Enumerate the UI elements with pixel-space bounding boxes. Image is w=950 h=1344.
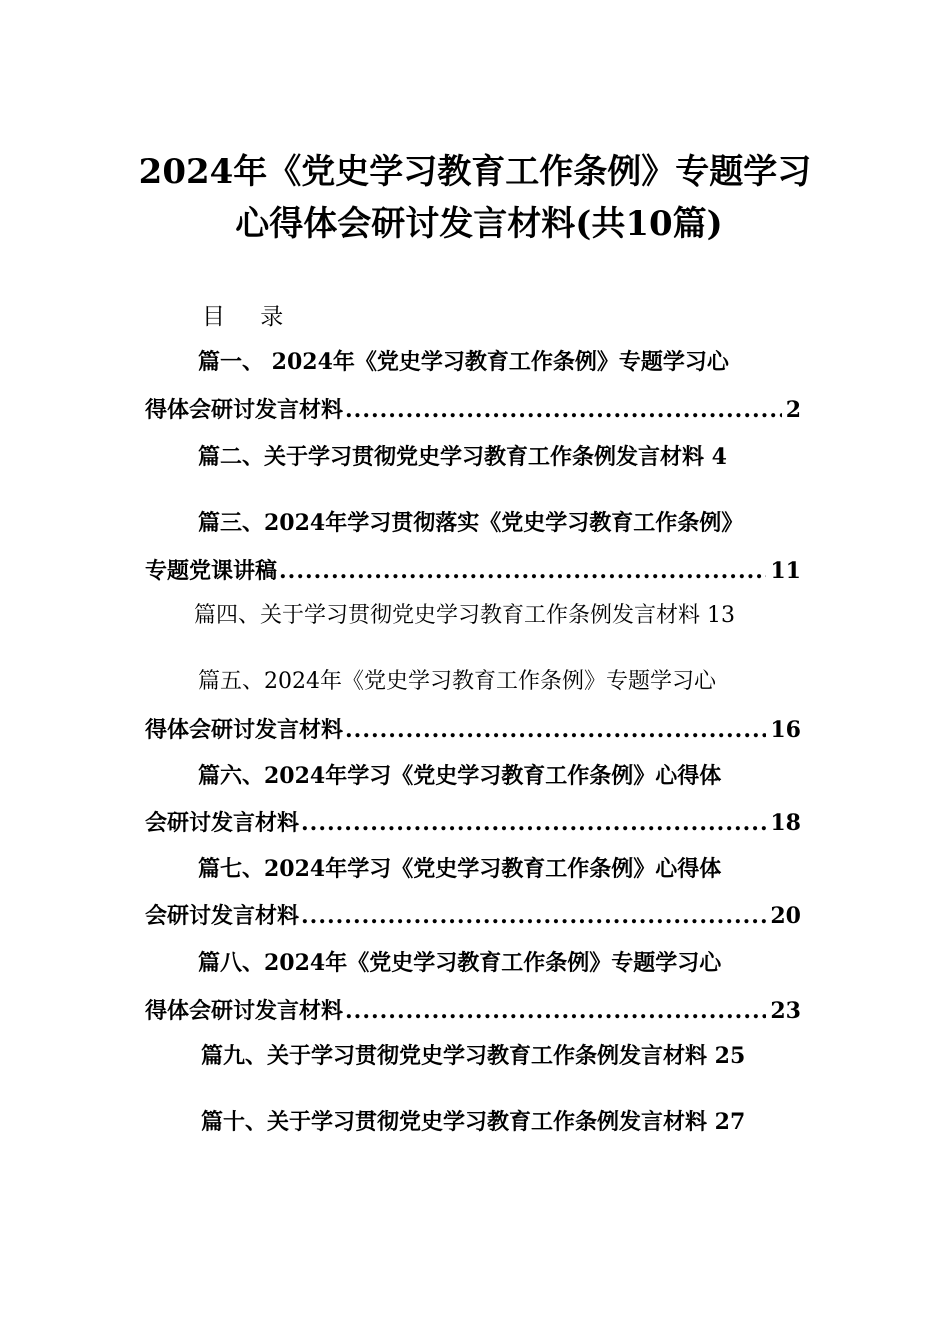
toc-entry-6-line-2	[145, 806, 801, 840]
toc-entry-2: 篇二、关于学习贯彻党史学习教育工作条例发言材料 4	[198, 444, 727, 470]
toc-entry-9: 篇九、关于学习贯彻党史学习教育工作条例发言材料 25	[201, 1043, 746, 1069]
toc-heading: 目 录	[202, 304, 298, 330]
toc-entry-1-text: 得体会研讨发言材料	[145, 397, 344, 423]
toc-entry-7-line-1: 篇七、2024年学习《党史学习教育工作条例》心得体	[198, 856, 722, 882]
toc-entry-6-page: 18	[770, 810, 801, 836]
toc-entry-3-line-2	[145, 554, 801, 588]
toc-entry-1-page: 2	[785, 397, 801, 423]
toc-entry-1-line-2	[145, 393, 801, 427]
dot-leader	[345, 713, 766, 747]
toc-entry-7-line-2	[145, 899, 801, 933]
document-title-line-1: 2024年《党史学习教育工作条例》专题学习	[138, 152, 812, 192]
toc-entry-7-page: 20	[770, 903, 801, 929]
toc-entry-6-line-1: 篇六、2024年学习《党史学习教育工作条例》心得体	[198, 763, 722, 789]
toc-entry-8-line-2	[145, 994, 801, 1028]
toc-entry-10: 篇十、关于学习贯彻党史学习教育工作条例发言材料 27	[201, 1109, 746, 1135]
dot-leader	[279, 554, 766, 588]
toc-entry-3-text: 专题党课讲稿	[145, 558, 278, 584]
toc-entry-7-text: 会研讨发言材料	[145, 903, 300, 929]
toc-entry-8-line-1: 篇八、2024年《党史学习教育工作条例》专题学习心	[198, 950, 722, 976]
toc-entry-5-line-1: 篇五、2024年《党史学习教育工作条例》专题学习心	[198, 669, 716, 694]
toc-entry-6-text: 会研讨发言材料	[145, 810, 300, 836]
toc-entry-3-page: 11	[770, 558, 801, 584]
toc-entry-3-line-1: 篇三、2024年学习贯彻落实《党史学习教育工作条例》	[198, 510, 744, 536]
dot-leader	[345, 393, 782, 427]
toc-entry-1-line-1: 篇一、 2024年《党史学习教育工作条例》专题学习心	[198, 349, 729, 375]
toc-entry-5-line-2	[145, 713, 801, 747]
toc-entry-8-text: 得体会研讨发言材料	[145, 998, 344, 1024]
toc-entry-5-text: 得体会研讨发言材料	[145, 717, 344, 743]
toc-entry-4: 篇四、关于学习贯彻党史学习教育工作条例发言材料 13	[194, 603, 735, 628]
toc-entry-8-page: 23	[770, 998, 801, 1024]
toc-entry-5-page: 16	[770, 717, 801, 743]
dot-leader	[345, 994, 766, 1028]
document-title-line-2: 心得体会研讨发言材料(共10篇)	[235, 204, 723, 244]
dot-leader	[301, 899, 766, 933]
dot-leader	[301, 806, 766, 840]
